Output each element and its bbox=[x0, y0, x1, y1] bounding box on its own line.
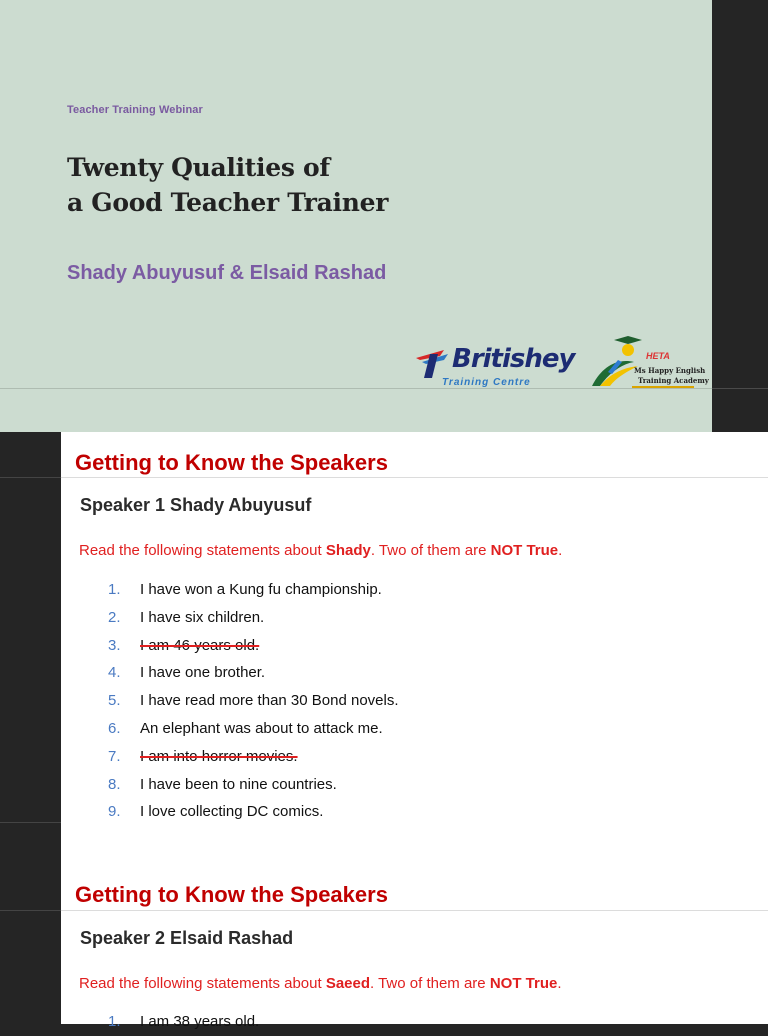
britishey-subtitle: Training Centre bbox=[442, 377, 531, 388]
instruction-emphasis: NOT True bbox=[489, 975, 558, 992]
speaker1-slide bbox=[61, 432, 768, 824]
slide-main-title bbox=[67, 150, 388, 220]
rail-tick bbox=[0, 477, 61, 478]
rail-tick bbox=[0, 910, 61, 911]
statement-text: I am 38 years old. bbox=[140, 1013, 260, 1030]
webinar-kicker: Teacher Training Webinar bbox=[67, 104, 203, 116]
statement-text: An elephant was about to attack me. bbox=[140, 719, 383, 737]
statement-text-struck: I am into horror movies. bbox=[140, 747, 298, 765]
instruction-name: Saeed bbox=[325, 975, 371, 992]
statement-number: 8. bbox=[108, 775, 121, 793]
instruction-text: Read the following statements about Shady. Two of them are NOT True. bbox=[79, 542, 563, 559]
statement-text: I have won a Kung fu championship. bbox=[140, 581, 382, 598]
heta-logo bbox=[588, 332, 709, 392]
statement-text: I have one brother. bbox=[140, 664, 266, 682]
heta-line-1: Ms Happy English bbox=[634, 366, 706, 375]
right-rail-divider bbox=[712, 388, 768, 389]
instruction-name: Shady bbox=[325, 542, 371, 559]
instruction-emphasis: NOT True bbox=[490, 542, 559, 559]
statement-number: 2. bbox=[108, 608, 121, 626]
britishey-wordmark: Britishey bbox=[452, 344, 575, 374]
authors-line: Shady Abuyusuf & Elsaid Rashad bbox=[67, 262, 387, 284]
speaker-name: Speaker 2 Elsaid Rashad bbox=[80, 928, 294, 948]
speaker-name: Speaker 1 Shady Abuyusuf bbox=[80, 495, 312, 515]
statement-number: 6. bbox=[108, 719, 121, 737]
statement-text: I have six children. bbox=[140, 608, 265, 626]
title-slide-divider bbox=[0, 388, 712, 389]
speaker2-slide bbox=[61, 824, 768, 1030]
statement-text-struck: I am 46 years old. bbox=[140, 636, 260, 654]
britishey-logo bbox=[412, 336, 575, 392]
title-line-2: a Good Teacher Trainer bbox=[67, 188, 389, 217]
statement-text: I have read more than 30 Bond novels. bbox=[140, 692, 399, 710]
statement-number: 9. bbox=[108, 803, 121, 821]
statement-number: 4. bbox=[108, 664, 121, 682]
heta-line-2: Training Academy bbox=[638, 376, 709, 385]
britishey-swoosh-icon bbox=[414, 340, 454, 380]
statement-text: I have been to nine countries. bbox=[140, 775, 337, 793]
heading-divider bbox=[61, 910, 768, 911]
rail-tick bbox=[0, 822, 61, 823]
statement-number: 7. bbox=[108, 747, 121, 765]
title-slide bbox=[0, 0, 712, 432]
title-line-1: Twenty Qualities of bbox=[67, 153, 330, 182]
statement-number: 5. bbox=[108, 692, 121, 710]
heta-tag: HETA bbox=[646, 351, 670, 361]
slide-heading: Getting to Know the Speakers bbox=[75, 450, 388, 475]
statement-text: I love collecting DC comics. bbox=[140, 803, 324, 821]
right-rail bbox=[712, 0, 768, 432]
statement-number: 1. bbox=[108, 1013, 121, 1030]
statement-number: 1. bbox=[108, 581, 121, 598]
slide-heading: Getting to Know the Speakers bbox=[75, 882, 388, 907]
instruction-text: Read the following statements about Saeed. Two of them are NOT True. bbox=[79, 975, 562, 992]
heading-divider bbox=[61, 477, 768, 478]
statement-number: 3. bbox=[108, 636, 121, 654]
